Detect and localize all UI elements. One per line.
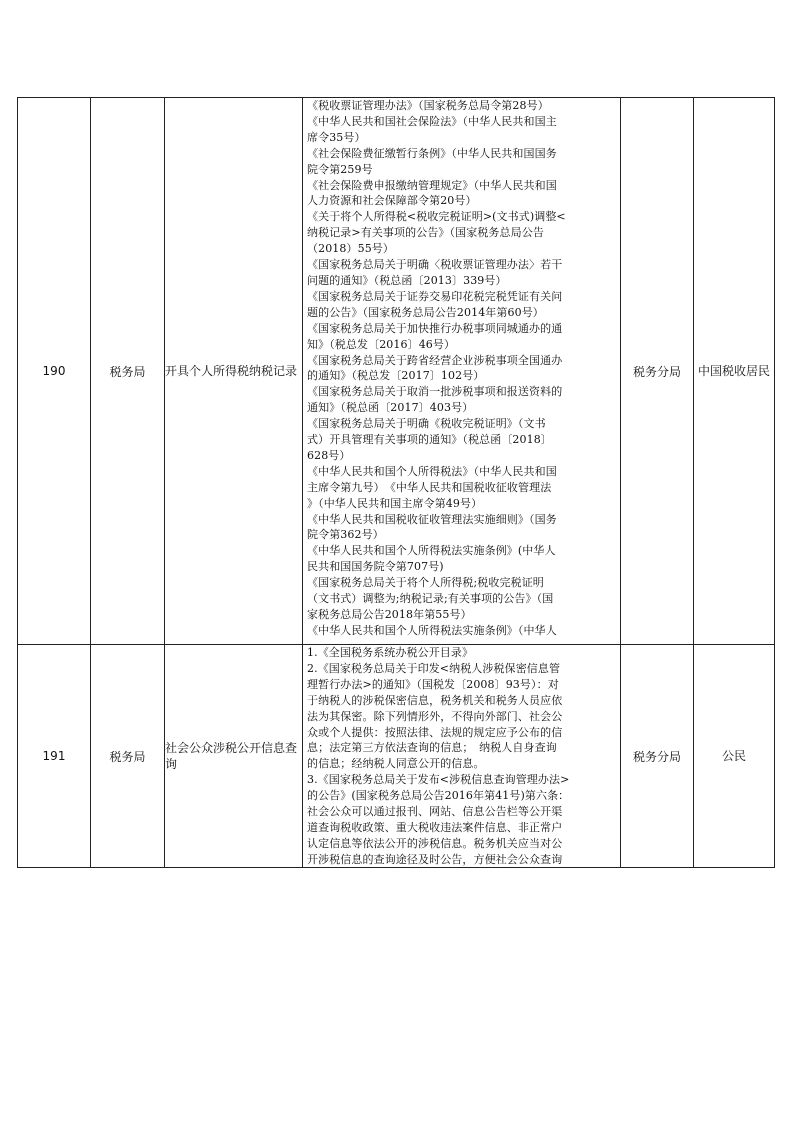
basis-line: 众或个人提供：按照法律、法规的规定应予公布的信 <box>307 725 563 739</box>
basis-line: 1.《全国税务系统办税公开目录》 <box>307 646 474 659</box>
basis-line: 628号） <box>307 448 351 462</box>
legal-basis-cell <box>303 645 621 868</box>
basis-line: 《中华人民共和国社会保险法》（中华人民共和国主 <box>307 114 557 128</box>
basis-line: 开涉税信息的查询途径及时公告，方便社会公众查询 <box>307 852 563 866</box>
basis-line: 纳税记录>有关事项的公告》（国家税务总局公告 <box>307 226 544 240</box>
handling-unit-cell: 税务分局 <box>621 98 694 645</box>
legal-basis-text <box>303 645 620 867</box>
basis-line: 《国家税务总局关于明确《税收完税证明》（文书 <box>307 417 546 431</box>
basis-line: 认定信息等依法公开的涉税信息。税务机关应当对公 <box>307 836 563 850</box>
basis-line: 2.《国家税务总局关于印发<纳税人涉税保密信息管 <box>307 661 561 675</box>
basis-line: 的公告》(国家税务总局公告2016年第41号)第六条： <box>307 789 570 803</box>
service-object-cell: 中国税收居民 <box>694 98 775 645</box>
basis-line: 院令第259号 <box>307 162 373 176</box>
basis-line: 3.《国家税务总局关于发布<涉税信息查询管理办法> <box>307 773 570 787</box>
basis-line: 民共和国国务院令第707号) <box>307 560 444 574</box>
basis-line: 《社会保险费申报缴纳管理规定》（中华人民共和国 <box>307 178 557 192</box>
basis-line: 社会公众可以通过报刊、网站、信息公告栏等公开渠 <box>307 805 563 819</box>
basis-line: 席令35号） <box>307 130 366 144</box>
basis-line: 的信息；经纳税人同意公开的信息。 <box>307 757 485 771</box>
basis-line: （文书式）调整为;纳税记录;有关事项的公告》（国 <box>307 592 554 606</box>
legal-basis-cell <box>303 98 621 645</box>
basis-line: 道查询税收政策、重大税收违法案件信息、非正常户 <box>307 820 563 834</box>
basis-line: 知》（税总发〔2016〕46号） <box>307 337 456 351</box>
basis-line: 法为其保密。除下列情形外，不得向外部门、社会公 <box>307 709 563 723</box>
basis-line: 《国家税务总局关于跨省经营企业涉税事项全国通办 <box>307 353 563 367</box>
service-item-cell: 社会公众涉税公开信息查询 <box>165 645 303 868</box>
basis-line: 《国家税务总局关于明确〈税收票证管理办法〉若干 <box>307 258 563 272</box>
basis-line: 通知》（税总函〔2017〕403号） <box>307 401 474 415</box>
basis-line: 《中华人民共和国个人所得税法实施条例》(中华人 <box>307 544 556 558</box>
basis-line: 》（中华人民共和国主席令第49号） <box>307 496 483 510</box>
basis-line: 于纳税人的涉税保密信息，税务机关和税务人员应依 <box>307 693 563 707</box>
basis-line: 《国家税务总局关于证券交易印花税完税凭证有关问 <box>307 289 563 303</box>
basis-line: 《中华人民共和国个人所得税法》（中华人民共和国 <box>307 464 557 478</box>
row-number: 191 <box>18 645 91 868</box>
basis-line: 《关于将个人所得税<税收完税证明>(文书式)调整< <box>307 210 566 224</box>
department-cell: 税务局 <box>91 98 165 645</box>
legal-basis-text <box>303 98 620 644</box>
basis-line: （2018）55号） <box>307 242 394 256</box>
basis-line: 《国家税务总局关于加快推行办税事项同城通办的通 <box>307 321 563 335</box>
basis-line: 理暂行办法>的通知》（国税发〔2008〕93号）：对 <box>307 677 559 691</box>
basis-line: 《中华人民共和国税收征收管理法实施细则》（国务 <box>307 512 557 526</box>
table-row <box>18 98 775 645</box>
department-cell: 税务局 <box>91 645 165 868</box>
basis-line: 《中华人民共和国个人所得税法实施条例》（中华人 <box>307 623 557 637</box>
basis-line: 《国家税务总局关于取消一批涉税事项和报送资料的 <box>307 385 563 399</box>
basis-line: 的通知》（税总发〔2017〕102号） <box>307 369 485 383</box>
basis-line: 院令第362号） <box>307 528 384 542</box>
basis-line: 问题的通知》（税总函〔2013〕339号） <box>307 273 507 287</box>
service-table <box>17 97 775 868</box>
service-object-cell: 公民 <box>694 645 775 868</box>
row-number: 190 <box>18 98 91 645</box>
basis-line: 《税收票证管理办法》（国家税务总局令第28号） <box>307 99 549 112</box>
service-item-cell: 开具个人所得税纳税记录 <box>165 98 303 645</box>
basis-line: 题的公告》（国家税务总局公告2014年第60号） <box>307 305 544 319</box>
basis-line: 主席令第九号） 《中华人民共和国税收征收管理法 <box>307 480 552 494</box>
basis-line: 人力资源和社会保障部令第20号） <box>307 194 477 208</box>
table-row <box>18 645 775 868</box>
handling-unit-cell: 税务分局 <box>621 645 694 868</box>
basis-line: 息；法定第三方依法查询的信息； 纳税人自身查询 <box>307 741 557 755</box>
basis-line: 式）开具管理有关事项的通知》（税总函〔2018〕 <box>307 433 552 447</box>
basis-line: 家税务总局公告2018年第55号） <box>307 608 472 621</box>
basis-line: 《社会保险费征缴暂行条例》（中华人民共和国国务 <box>307 146 557 160</box>
basis-line: 《国家税务总局关于将个人所得税;税收完税证明 <box>307 576 544 590</box>
